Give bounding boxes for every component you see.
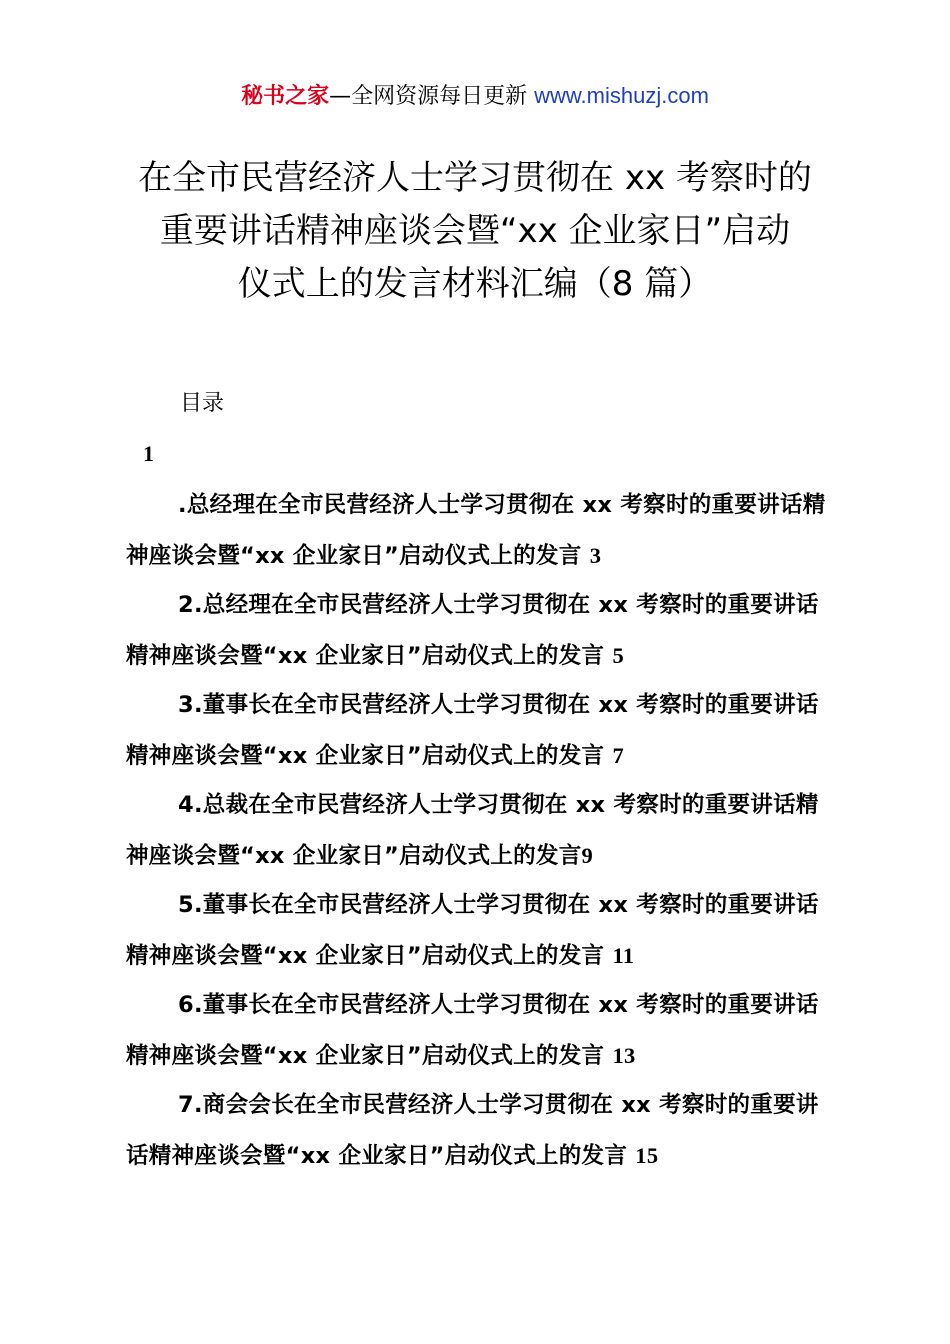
title-line-2: 重要讲话精神座谈会暨“xx 企业家日”启动 [159, 211, 791, 251]
brand-name: 秘书之家 [241, 84, 330, 109]
toc-entry[interactable] [126, 981, 836, 1081]
toc-entry-text: 4.总裁在全市民营经济人士学习贯彻在 xx 考察时的重要讲话精神座谈会暨“xx 企业家日”启动仪式上的发言 [126, 792, 819, 869]
document-title [110, 152, 840, 311]
toc-entry-text: 7.商会会长在全市民营经济人士学习贯彻在 xx 考察时的重要讲话精神座谈会暨“xx 企业家日”启动仪式上的发言 [126, 1092, 819, 1169]
toc-entry-page: 13 [612, 1042, 636, 1068]
toc-entry-page: 7 [612, 742, 625, 768]
toc-entry-text: 5.董事长在全市民营经济人士学习贯彻在 xx 考察时的重要讲话精神座谈会暨“xx 企业家日”启动仪式上的发言 [126, 892, 819, 969]
site-header [0, 80, 950, 113]
title-line-3: 仪式上的发言材料汇编（8 篇） [237, 264, 713, 304]
toc-entry-page: 5 [612, 642, 625, 668]
toc-entry-page: 15 [635, 1142, 659, 1168]
toc-entry-page: 9 [581, 842, 594, 868]
table-of-contents [126, 481, 836, 1181]
toc-entry[interactable] [126, 1081, 836, 1181]
toc-entry-page: 3 [589, 542, 602, 568]
toc-entry[interactable] [126, 681, 836, 781]
toc-entry[interactable] [126, 781, 836, 881]
toc-entry[interactable] [126, 581, 836, 681]
toc-entry[interactable] [126, 481, 836, 581]
toc-entry-text: 2.总经理在全市民营经济人士学习贯彻在 xx 考察时的重要讲话精神座谈会暨“xx 企业家日”启动仪式上的发言 [126, 592, 819, 669]
toc-heading: 目录 [180, 391, 225, 416]
toc-first-number: 1 [143, 441, 154, 466]
tagline: —全网资源每日更新 [329, 84, 528, 109]
toc-entry[interactable] [126, 881, 836, 981]
toc-entry-text: 3.董事长在全市民营经济人士学习贯彻在 xx 考察时的重要讲话精神座谈会暨“xx 企业家日”启动仪式上的发言 [126, 692, 819, 769]
title-line-1: 在全市民营经济人士学习贯彻在 xx 考察时的 [138, 158, 812, 198]
toc-entry-text: 6.董事长在全市民营经济人士学习贯彻在 xx 考察时的重要讲话精神座谈会暨“xx 企业家日”启动仪式上的发言 [126, 992, 819, 1069]
toc-entry-text: .总经理在全市民营经济人士学习贯彻在 xx 考察时的重要讲话精神座谈会暨“xx 企业家日”启动仪式上的发言 [126, 492, 826, 569]
toc-entry-page: 11 [612, 942, 635, 968]
site-url-link[interactable]: www.mishuzj.com [534, 83, 709, 108]
